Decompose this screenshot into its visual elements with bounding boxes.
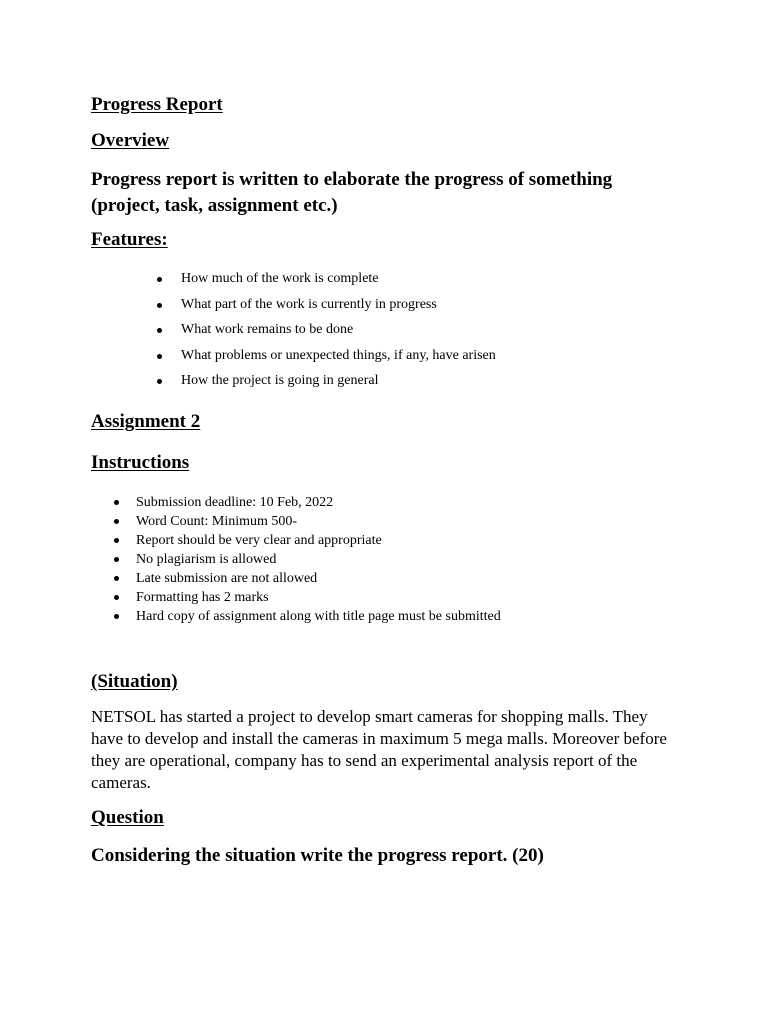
bullet-icon bbox=[114, 500, 119, 505]
situation-text: NETSOL has started a project to develop smart cameras for shopping malls. They have to develop and install the cameras in maximum 5 mega malls. Moreover before they are operational, company has to send an experimental analysis report of the cameras. bbox=[91, 707, 667, 792]
list-item bbox=[0, 266, 496, 292]
features-list bbox=[0, 266, 496, 394]
bullet-icon bbox=[114, 519, 119, 524]
list-item bbox=[0, 531, 501, 550]
list-item bbox=[0, 588, 501, 607]
instruction-text: Late submission are not allowed bbox=[136, 571, 318, 586]
bullet-icon bbox=[114, 576, 119, 581]
bullet-icon bbox=[157, 379, 162, 384]
list-item bbox=[0, 493, 501, 512]
feature-text: What work remains to be done bbox=[181, 322, 354, 337]
list-item bbox=[0, 317, 496, 343]
list-item bbox=[0, 569, 501, 588]
instructions-list bbox=[0, 493, 501, 626]
features-heading: Features: bbox=[91, 229, 168, 250]
feature-text: What part of the work is currently in progress bbox=[181, 296, 437, 312]
instruction-text: Hard copy of assignment along with title page must be submitted bbox=[136, 609, 501, 624]
bullet-icon bbox=[114, 614, 119, 619]
feature-text: How the project is going in general bbox=[181, 373, 379, 388]
list-item bbox=[0, 550, 501, 569]
instruction-text: Submission deadline: 10 Feb, 2022 bbox=[136, 495, 334, 510]
list-item bbox=[0, 512, 501, 531]
question-heading: Question bbox=[91, 807, 164, 828]
situation-heading: (Situation) bbox=[91, 671, 178, 692]
feature-text: How much of the work is complete bbox=[181, 271, 379, 286]
list-item bbox=[0, 292, 496, 318]
bullet-icon bbox=[114, 595, 119, 600]
bullet-icon bbox=[114, 538, 119, 543]
instruction-text: Word Count: Minimum 500- bbox=[136, 514, 298, 529]
instructions-heading: Instructions bbox=[91, 452, 190, 473]
list-item bbox=[0, 607, 501, 626]
assignment-heading: Assignment 2 bbox=[91, 411, 201, 432]
feature-text: What problems or unexpected things, if any, have arisen bbox=[181, 347, 496, 363]
bullet-icon bbox=[157, 354, 162, 359]
list-item bbox=[0, 368, 496, 394]
instruction-text: Formatting has 2 marks bbox=[136, 590, 269, 605]
overview-heading: Overview bbox=[91, 130, 170, 151]
overview-text: Progress report is written to elaborate the progress of something (project, task, assignment etc.) bbox=[91, 169, 613, 216]
instruction-text: Report should be very clear and appropriate bbox=[136, 533, 382, 548]
list-item bbox=[0, 343, 496, 369]
bullet-icon bbox=[157, 303, 162, 308]
page-title: Progress Report bbox=[91, 94, 223, 115]
bullet-icon bbox=[114, 557, 119, 562]
instruction-text: No plagiarism is allowed bbox=[136, 552, 277, 567]
bullet-icon bbox=[157, 328, 162, 333]
bullet-icon bbox=[157, 277, 162, 282]
question-text: Considering the situation write the progress report. (20) bbox=[91, 845, 544, 866]
